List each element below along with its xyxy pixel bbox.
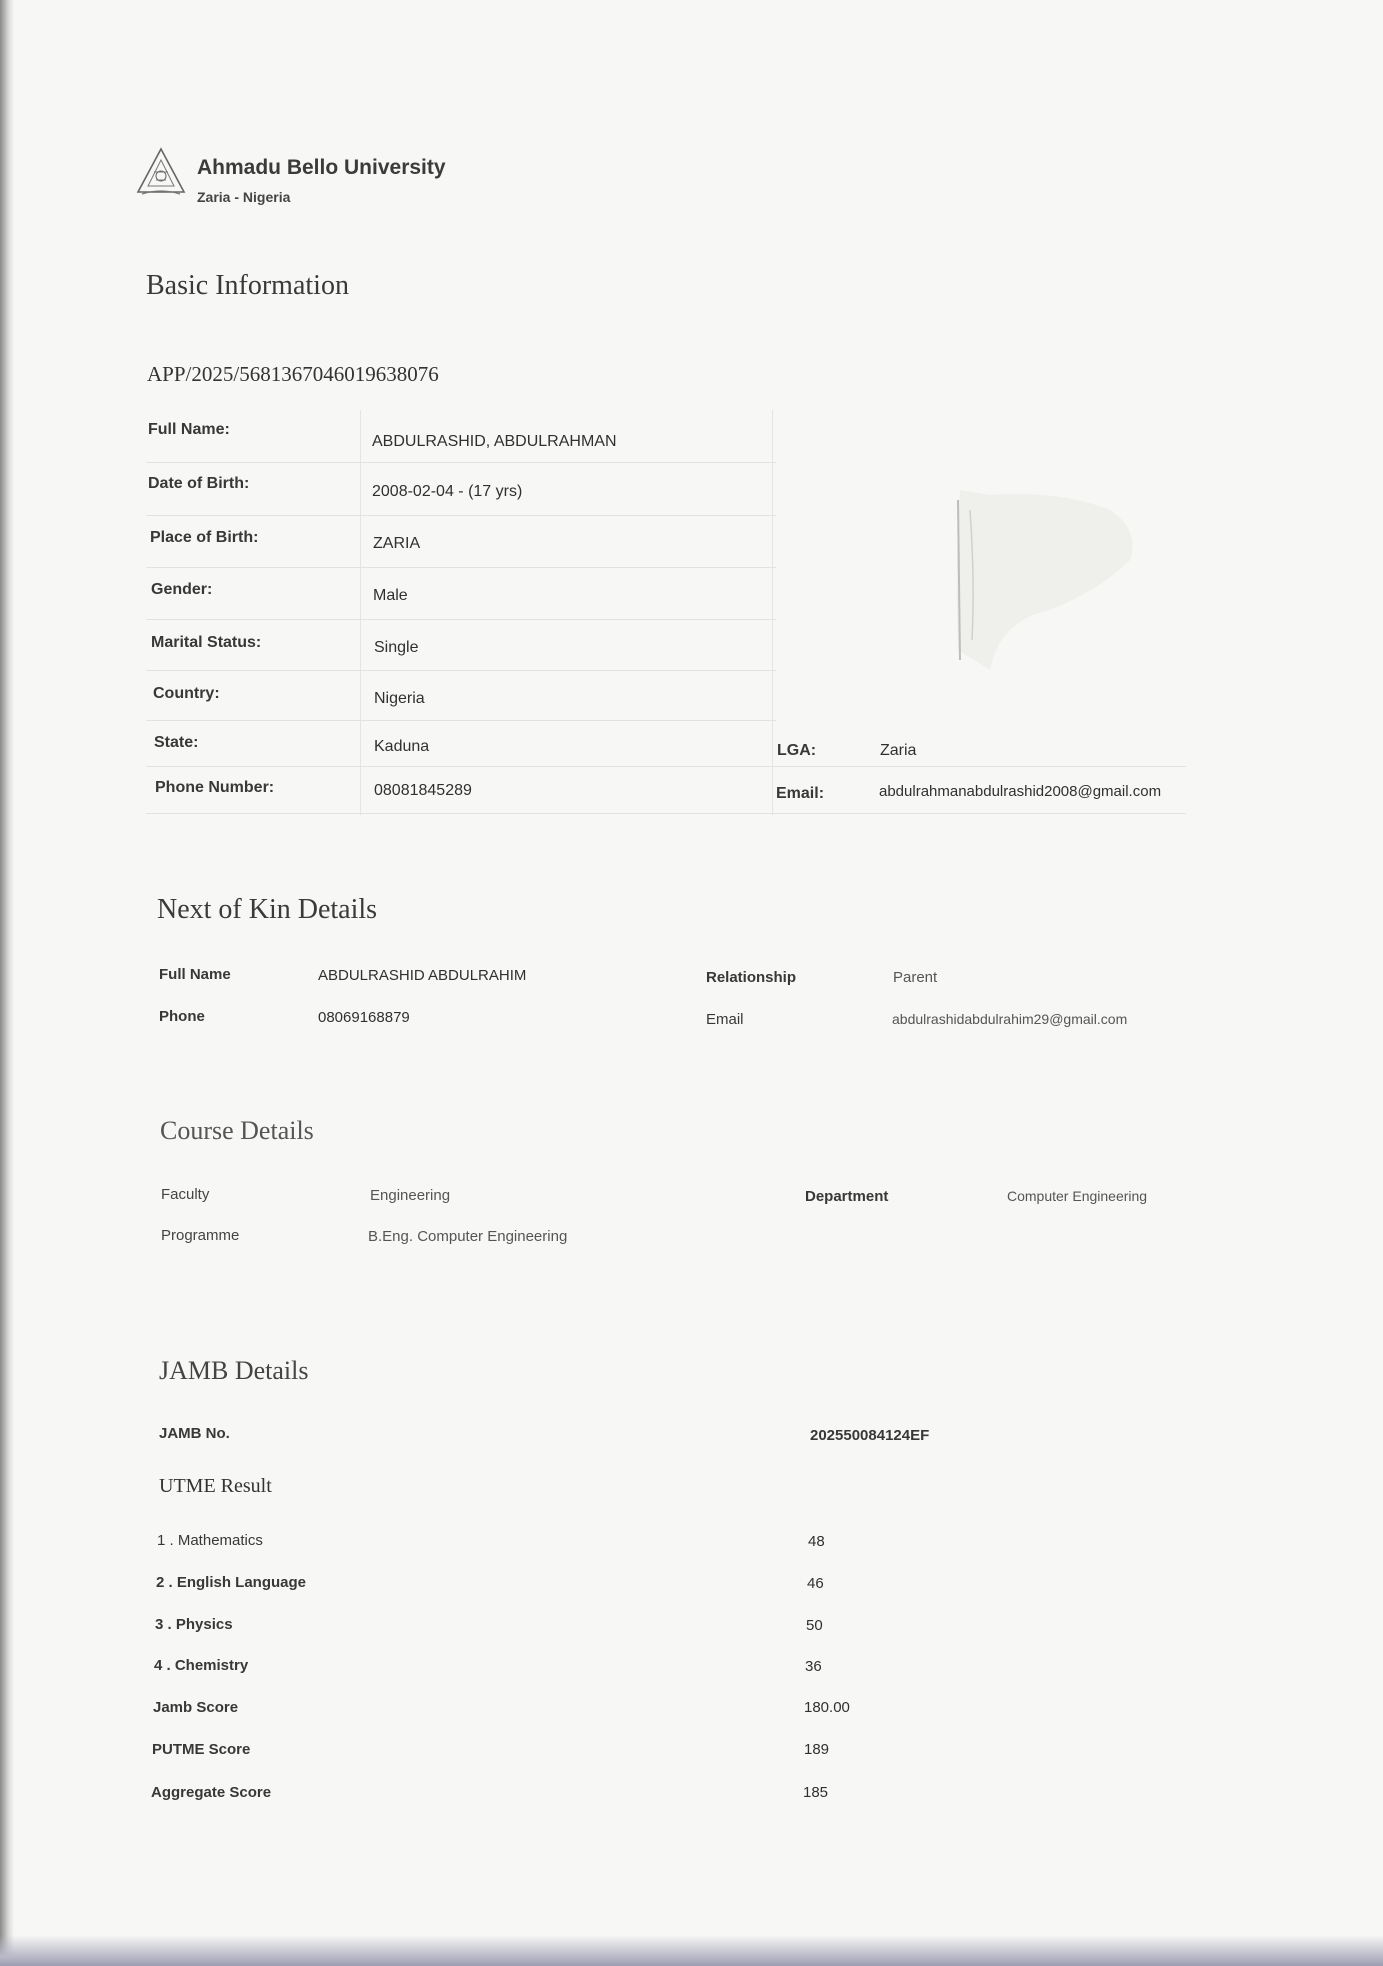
putme-score-label: PUTME Score bbox=[152, 1741, 251, 1758]
putme-score-value: 189 bbox=[804, 1741, 830, 1758]
gender-value: Male bbox=[373, 587, 408, 604]
programme-label: Programme bbox=[161, 1227, 240, 1244]
scan-edge-bottom bbox=[0, 1935, 1383, 1966]
phone-number-value: 08081845289 bbox=[374, 782, 472, 799]
aggregate-score-value: 185 bbox=[803, 1784, 829, 1801]
pob-value: ZARIA bbox=[373, 535, 421, 552]
email-value: abdulrahmanabdulrashid2008@gmail.com bbox=[879, 783, 1162, 800]
lga-value: Zaria bbox=[880, 742, 917, 759]
kin-full-name-value: ABDULRASHID ABDULRAHIM bbox=[318, 967, 527, 984]
faculty-label: Faculty bbox=[161, 1186, 210, 1203]
row-divider bbox=[146, 515, 776, 516]
country-value: Nigeria bbox=[374, 690, 425, 707]
country-label: Country: bbox=[153, 685, 220, 702]
dob-value: 2008-02-04 - (17 yrs) bbox=[372, 483, 523, 500]
course-details-title: Course Details bbox=[160, 1116, 314, 1145]
jamb-no-label: JAMB No. bbox=[159, 1425, 230, 1442]
gender-label: Gender: bbox=[151, 581, 213, 598]
jamb-details-title: JAMB Details bbox=[159, 1356, 309, 1385]
programme-value: B.Eng. Computer Engineering bbox=[368, 1228, 568, 1245]
university-name: Ahmadu Bello University bbox=[197, 156, 446, 179]
university-location: Zaria - Nigeria bbox=[197, 189, 291, 205]
dob-label: Date of Birth: bbox=[148, 475, 250, 492]
passport-photo-ghost bbox=[930, 470, 1170, 690]
aggregate-score-label: Aggregate Score bbox=[151, 1784, 272, 1801]
row-divider bbox=[146, 813, 1186, 814]
kin-email-label: Email bbox=[706, 1011, 744, 1028]
scan-edge-left bbox=[0, 0, 14, 1966]
faculty-value: Engineering bbox=[370, 1187, 451, 1204]
basic-information-title: Basic Information bbox=[146, 270, 349, 301]
jamb-score-label: Jamb Score bbox=[153, 1699, 239, 1716]
column-divider bbox=[360, 410, 361, 815]
subject-score: 46 bbox=[807, 1575, 824, 1592]
subject-score: 48 bbox=[808, 1533, 825, 1550]
row-divider bbox=[146, 766, 1186, 767]
application-number: APP/2025/5681367046019638076 bbox=[147, 362, 439, 386]
kin-phone-value: 08069168879 bbox=[318, 1009, 410, 1026]
pob-label: Place of Birth: bbox=[150, 529, 259, 546]
column-divider bbox=[772, 410, 773, 815]
jamb-score-value: 180.00 bbox=[804, 1699, 850, 1716]
jamb-no-value: 202550084124EF bbox=[810, 1427, 930, 1444]
state-value: Kaduna bbox=[374, 738, 430, 755]
department-label: Department bbox=[805, 1188, 889, 1205]
row-divider bbox=[146, 720, 776, 721]
subject-label: 1 . Mathematics bbox=[157, 1532, 263, 1549]
row-divider bbox=[146, 670, 776, 671]
utme-result-title: UTME Result bbox=[159, 1475, 272, 1497]
kin-phone-label: Phone bbox=[159, 1008, 205, 1025]
kin-relationship-label: Relationship bbox=[706, 969, 797, 986]
row-divider bbox=[146, 567, 776, 568]
subject-label: 3 . Physics bbox=[155, 1616, 233, 1633]
marital-status-label: Marital Status: bbox=[151, 634, 262, 651]
row-divider bbox=[146, 462, 776, 463]
state-label: State: bbox=[154, 734, 199, 751]
subject-score: 50 bbox=[806, 1617, 823, 1634]
full-name-value: ABDULRASHID, ABDULRAHMAN bbox=[372, 433, 617, 450]
kin-full-name-label: Full Name bbox=[159, 966, 231, 983]
kin-email-value: abdulrashidabdulrahim29@gmail.com bbox=[892, 1011, 1128, 1027]
university-crest-icon bbox=[134, 146, 188, 198]
row-divider bbox=[146, 619, 776, 620]
marital-status-value: Single bbox=[374, 639, 419, 656]
subject-score: 36 bbox=[805, 1658, 822, 1675]
subject-label: 4 . Chemistry bbox=[154, 1657, 249, 1674]
kin-relationship-value: Parent bbox=[893, 969, 938, 986]
department-value: Computer Engineering bbox=[1007, 1188, 1148, 1204]
next-of-kin-title: Next of Kin Details bbox=[157, 894, 378, 925]
lga-label: LGA: bbox=[777, 742, 817, 759]
email-label: Email: bbox=[776, 785, 825, 802]
phone-number-label: Phone Number: bbox=[155, 779, 275, 796]
subject-label: 2 . English Language bbox=[156, 1574, 307, 1591]
full-name-label: Full Name: bbox=[148, 421, 230, 438]
